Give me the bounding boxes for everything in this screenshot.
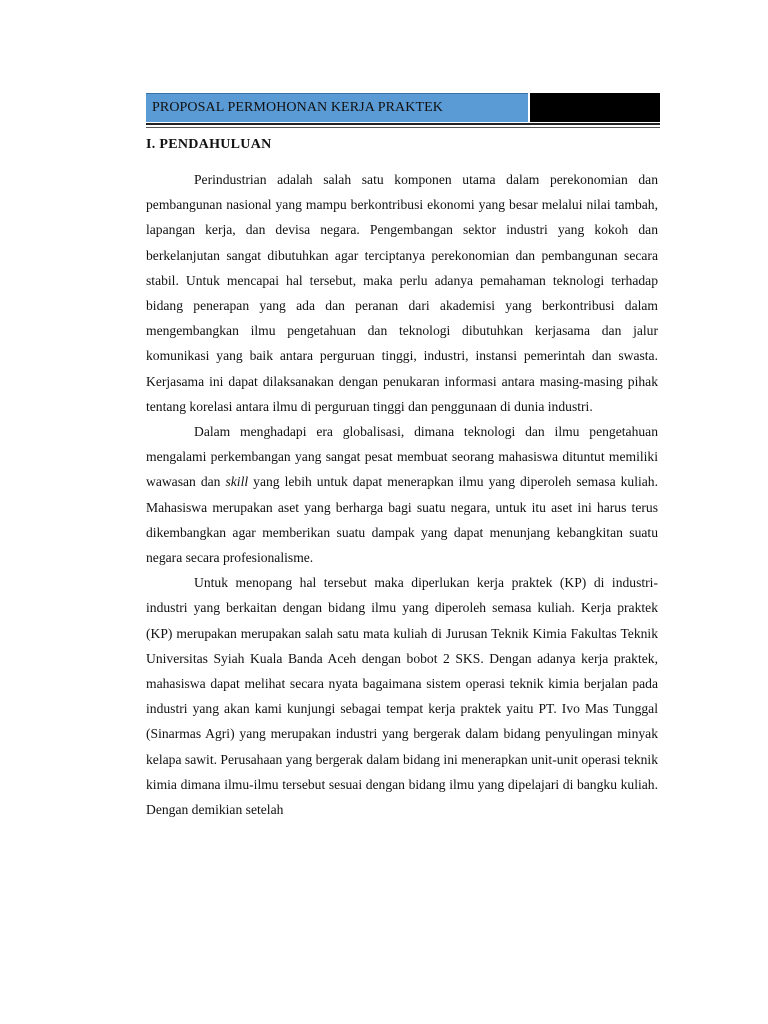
- paragraph-1: Perindustrian adalah salah satu komponen utama dalam perekonomian dan pembangunan nasional yang mampu berkontribusi ekonomi yang besar melalui nilai tambah, lapangan kerja, dan devisa negara. Pengembangan sektor industri yang kokoh dan berkelanjutan sangat dibutuhkan agar terciptanya perekonomian dan pembangunan secara stabil. Untuk mencapai hal tersebut, maka perlu adanya pemahaman teknologi terhadap bidang penerapan yang ada dan peranan dari akademisi yang berkontribusi dalam mengembangkan ilmu pengetahuan dan teknologi dibutuhkan kerjasama dan jalur komunikasi yang baik antara perguruan tinggi, industri, instansi pemerintah dan swasta. Kerjasama ini dapat dilaksanakan dengan penukaran informasi antara masing-masing pihak tentang korelasi antara ilmu di perguruan tinggi dan penggunaan di dunia industri.: [146, 172, 658, 414]
- header-title: PROPOSAL PERMOHONAN KERJA PRAKTEK: [146, 93, 528, 122]
- paragraph-2: [146, 419, 658, 570]
- paragraph-2-part-2: yang lebih untuk dapat menerapkan ilmu yang diperoleh semasa kuliah. Mahasiswa merupakan aset yang berharga bagi suatu negara, untuk itu aset ini harus terus dikembangkan agar memberikan suatu dampak yang dapat menunjang kebangkitan suatu negara secara profesionalisme.: [146, 474, 659, 566]
- body-text: [146, 167, 658, 822]
- paragraph-2-part-1: Dalam menghadapi era globalisasi, dimana teknologi dan ilmu pengetahuan mengalami perkembangan yang sangat pesat membuat seorang mahasiswa dituntut memiliki wawasan dan: [146, 424, 658, 490]
- paragraph-3: Untuk menopang hal tersebut maka diperlukan kerja praktek (KP) di industri-industri yang berkaitan dengan bidang ilmu yang diperoleh semasa kuliah. Kerja praktek (KP) merupakan merupakan salah satu mata kuliah di Jurusan Teknik Kimia Fakultas Teknik Universitas Syiah Kuala Banda Aceh dengan bobot 2 SKS. Dengan adanya kerja praktek, mahasiswa dapat melihat secara nyata bagaimana sistem operasi teknik kimia berjalan pada industri yang akan kami kunjungi sebagai tempat kerja praktek yaitu PT. Ivo Mas Tunggal (Sinarmas Agri) yang merupakan industri yang bergerak dalam bidang penyulingan minyak kelapa sawit. Perusahaan yang bergerak dalam bidang ini menerapkan unit-unit operasi teknik kimia dimana ilmu-ilmu tersebut sesuai dengan bidang ilmu yang dipelajari di bangku kuliah. Dengan demikian setelah: [146, 575, 658, 818]
- header-rule-thick: [146, 123, 660, 125]
- header-accent-block: [530, 93, 660, 122]
- header-rule-thin: [146, 127, 660, 128]
- document-header: [146, 93, 660, 122]
- section-heading: I. PENDAHULUAN: [146, 137, 272, 152]
- italic-term: skill: [225, 474, 249, 490]
